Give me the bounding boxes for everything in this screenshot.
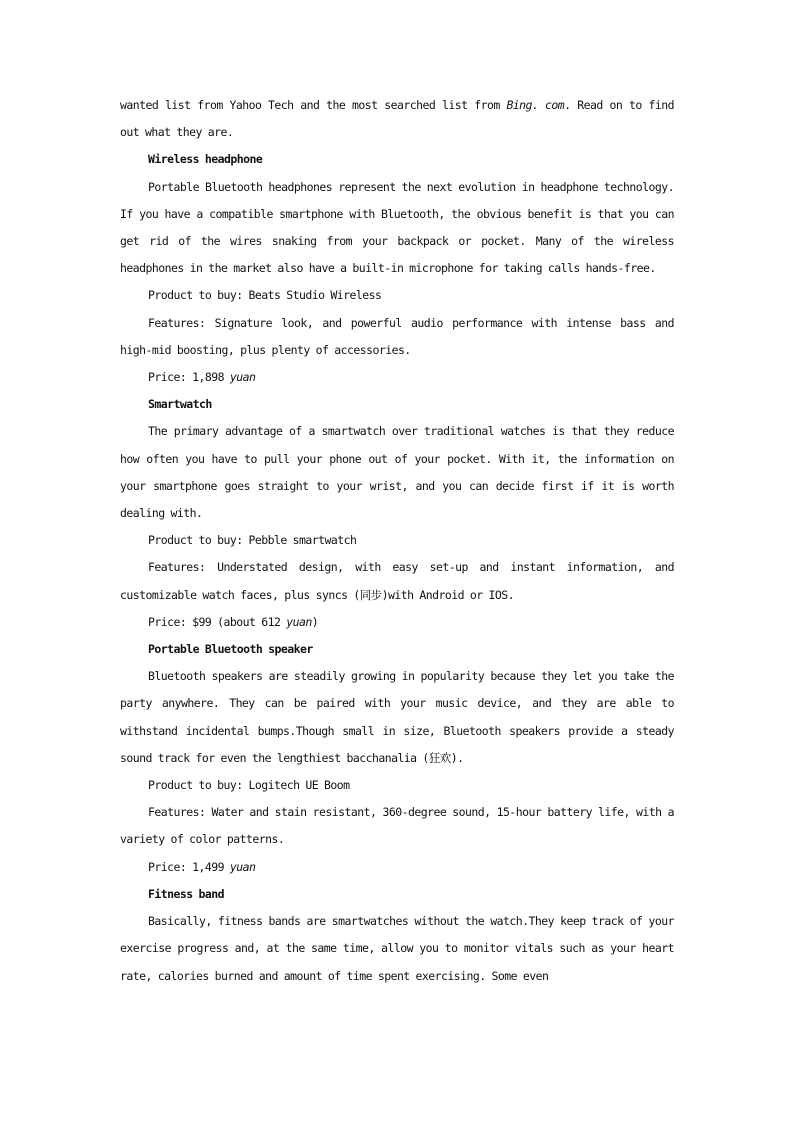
section-body: Basically, fitness bands are smartwatches without the watch.They keep track of your exercise progress and, at the same time, allow you to monitor vitals such as your heart rate, calories burned and amount of time spent exercising. Some even [120,914,674,983]
price-text: Price: $99 (about 612 [148,614,287,629]
article-text [120,92,674,990]
section-body: Portable Bluetooth headphones represent the next evolution in headphone technology. If you have a compatible smartphone with Bluetooth, the obvious benefit is that you can get rid of the wires snaking from your backpack or pocket. Many of the wireless headphones in the market also have a built-in microphone for taking calls hands-free. [120,179,674,276]
intro-text-a: wanted list from Yahoo Tech and the most searched list from [120,98,507,112]
features-line: Features: Understated design, with easy set-up and instant information, and customizable watch faces, plus syncs (同步)with Android or IOS. [120,560,674,602]
features-line: Features: Signature look, and powerful audio performance with intense bass and high-mid boosting, plus plenty of accessories. [120,315,674,357]
price-line [120,364,674,391]
features-line: Features: Water and stain resistant, 360-degree sound, 15-hour battery life, with a variety of color patterns. [120,805,674,847]
intro-paragraph [120,92,674,146]
product-line: Product to buy: Logitech UE Boom [148,778,350,793]
price-unit: yuan [229,370,256,385]
price-text: Price: 1,499 [148,859,230,874]
product-line: Product to buy: Beats Studio Wireless [148,288,382,303]
price-line [120,609,674,636]
intro-text-b: . Read on to find out what they are. [120,98,674,140]
section-heading: Wireless headphone [148,152,263,167]
bing-link-text: Bing. com [506,98,565,112]
section-heading: Smartwatch [148,397,212,412]
price-line [120,854,674,881]
section-heading: Portable Bluetooth speaker [148,642,313,657]
product-line: Product to buy: Pebble smartwatch [148,533,357,548]
price-unit: yuan [286,614,312,629]
price-unit: yuan [229,859,256,874]
section-body: The primary advantage of a smartwatch over traditional watches is that they reduce how often you have to pull your phone out of your pocket. With it, the information on your smartphone goes straight to your wrist, and you can decide first if it is worth dealing with. [120,424,674,521]
section-body: Bluetooth speakers are steadily growing in popularity because they let you take the party anywhere. They can be paired with your music device, and they are able to withstand incidental bumps.Though small in size, Bluetooth speakers provide a steady sound track for even the lengthiest bacchanalia (狂欢). [120,669,674,765]
section-heading: Fitness band [148,886,224,901]
price-suffix: ) [311,614,319,629]
price-text: Price: 1,898 [148,370,230,385]
